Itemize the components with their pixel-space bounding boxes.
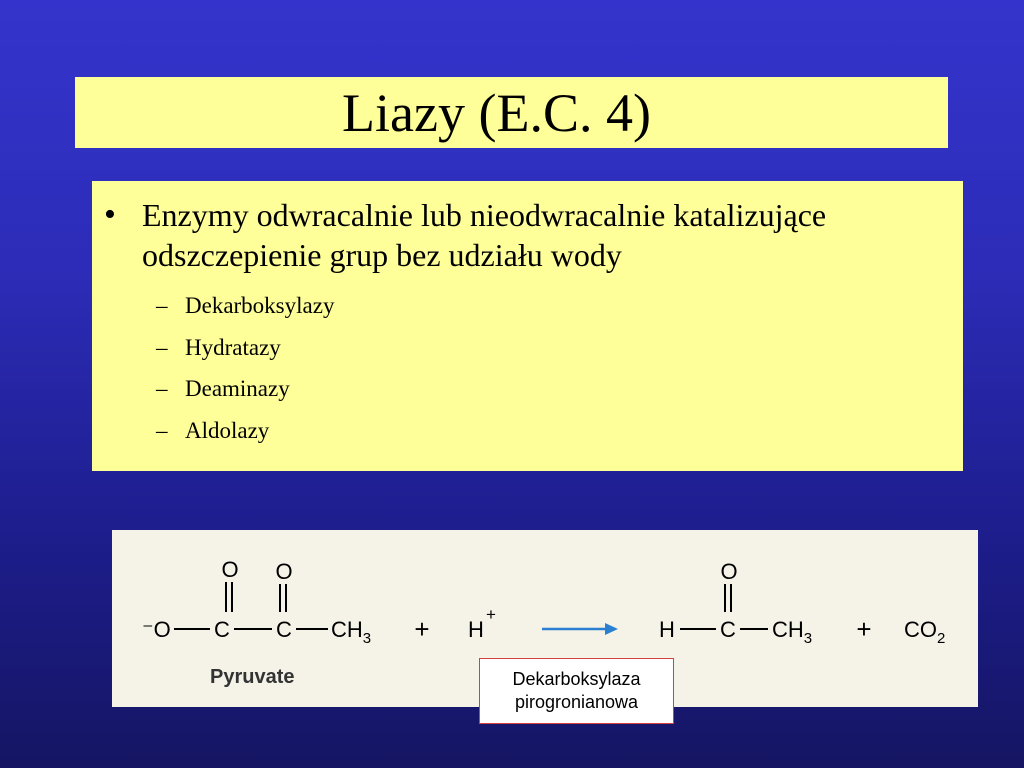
content-box [92, 181, 963, 471]
bullet-text: Enzymy odwracalnie lub nieodwracalnie katalizujące odszczepienie grup bez udziału wody [142, 197, 827, 273]
sub-item-label: Aldolazy [185, 417, 270, 443]
plus-sign: + [414, 614, 430, 644]
methyl-ch: CH [772, 617, 804, 642]
sub-item-label: Deaminazy [185, 376, 290, 401]
methyl-group [772, 617, 812, 647]
sub-item-aldolazy [156, 416, 334, 458]
dash-marker: – [156, 417, 168, 443]
sub-item-deaminazy [156, 374, 334, 416]
hydrogen-atom: H [659, 617, 675, 642]
sub-list [156, 291, 334, 457]
carboxylate-oxygen: ⁻O [142, 617, 171, 642]
arrow-head-icon [605, 623, 618, 635]
bullet-item [104, 195, 954, 275]
carbon-atom: C [214, 617, 230, 642]
methyl-group [331, 617, 371, 647]
dash-marker: – [156, 376, 168, 401]
positive-charge: + [486, 605, 496, 624]
subscript-three: 3 [803, 630, 813, 647]
sub-item-label: Hydratazy [185, 334, 281, 360]
hydrogen-atom: H [468, 617, 484, 642]
oxygen-atom: O [221, 557, 239, 582]
sub-item-hydratazy [156, 333, 334, 375]
dash-marker: – [156, 334, 168, 360]
carbon-dioxide [904, 617, 945, 647]
title-box [75, 77, 948, 148]
sub-item-dekarboksylazy [156, 291, 334, 333]
carbon-atom: C [276, 617, 292, 642]
sub-item-label: Dekarboksylazy [185, 293, 335, 318]
oxygen-atom: O [275, 559, 293, 584]
methyl-ch: CH [331, 617, 363, 642]
enzyme-name-line2: pirogronianowa [514, 692, 639, 712]
co-text: CO [904, 617, 937, 642]
slide-title: Liazy (E.C. 4) [342, 82, 651, 143]
plus-sign: + [856, 614, 872, 644]
pyruvate-label: Pyruvate [210, 666, 295, 688]
subscript-two: 2 [937, 630, 946, 647]
oxygen-atom: O [720, 559, 738, 584]
subscript-three: 3 [362, 630, 372, 647]
enzyme-name-line1: Dekarboksylaza [512, 669, 641, 689]
carbon-atom: C [720, 617, 736, 642]
bullet-marker: • [104, 196, 116, 233]
enzyme-label-box [479, 658, 674, 724]
dash-marker: – [156, 293, 168, 318]
